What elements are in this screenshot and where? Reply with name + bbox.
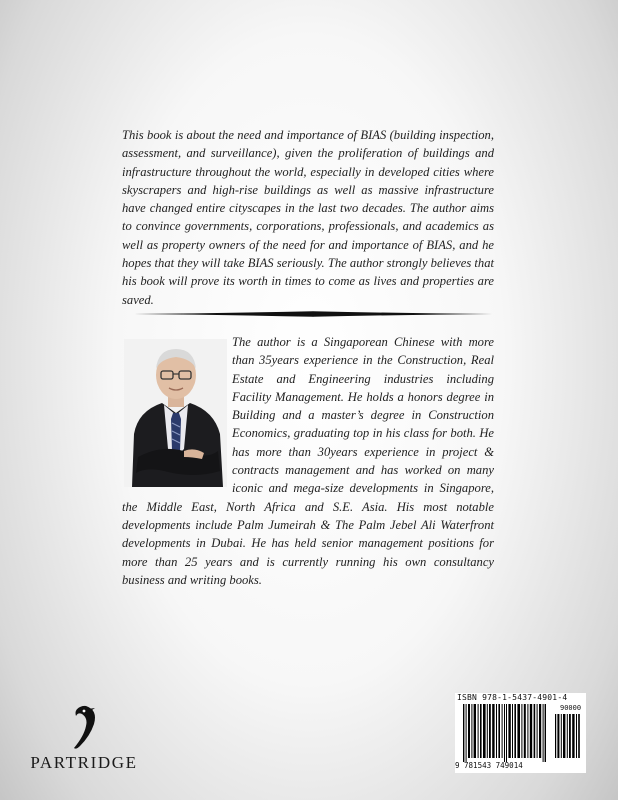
author-bio-text: The author is a Singaporean Chinese with more than 35years experience in the Construction, Real Estate and Engineering industries including Facility Management. He holds a honors degree in Building and a master’s degree in Construction Economics, graduating top in his class for both. He has more than 30years experience in project & contracts management and has worked on many iconic and mega-size developments in Singapore, the Middle East, North Africa and S.E. Asia. His most notable developments include Palm Jumeirah & The Palm Jebel Ali Waterfront developments in Dubai. He has held senior management positions for more than 25 years and is currently running his own consultancy business and writing books. [122, 335, 494, 587]
penguin-curl-icon [64, 702, 98, 752]
isbn-label: ISBN 978-1-5437-4901-4 [457, 693, 568, 702]
author-bio [122, 333, 494, 589]
isbn-barcode-box [455, 693, 586, 773]
publisher-name: PARTRIDGE [30, 753, 138, 772]
photo-float-spacer [122, 333, 232, 493]
price-code: 90000 [560, 704, 582, 712]
ornamental-divider [134, 310, 492, 318]
barcode-icon [455, 704, 586, 762]
publisher-logo [24, 702, 144, 778]
barcode-number: 9 781543 749014 [455, 761, 523, 770]
book-blurb: This book is about the need and importance of BIAS (building inspection, assessment, and surveillance), given the proliferation of buildings and infrastructure throughout the world, especially in developed cities where skyscrapers and high-rise buildings as well as massive infrastructure have changed entire cityscapes in the last two decades. The author aims to convince governments, corporations, professionals, and academics as well as property owners of the need for and importance of BIAS, and he hopes that they will take BIAS seriously. The author strongly believes that his book will prove its worth in times to come as lives and properties are saved. [122, 128, 494, 307]
